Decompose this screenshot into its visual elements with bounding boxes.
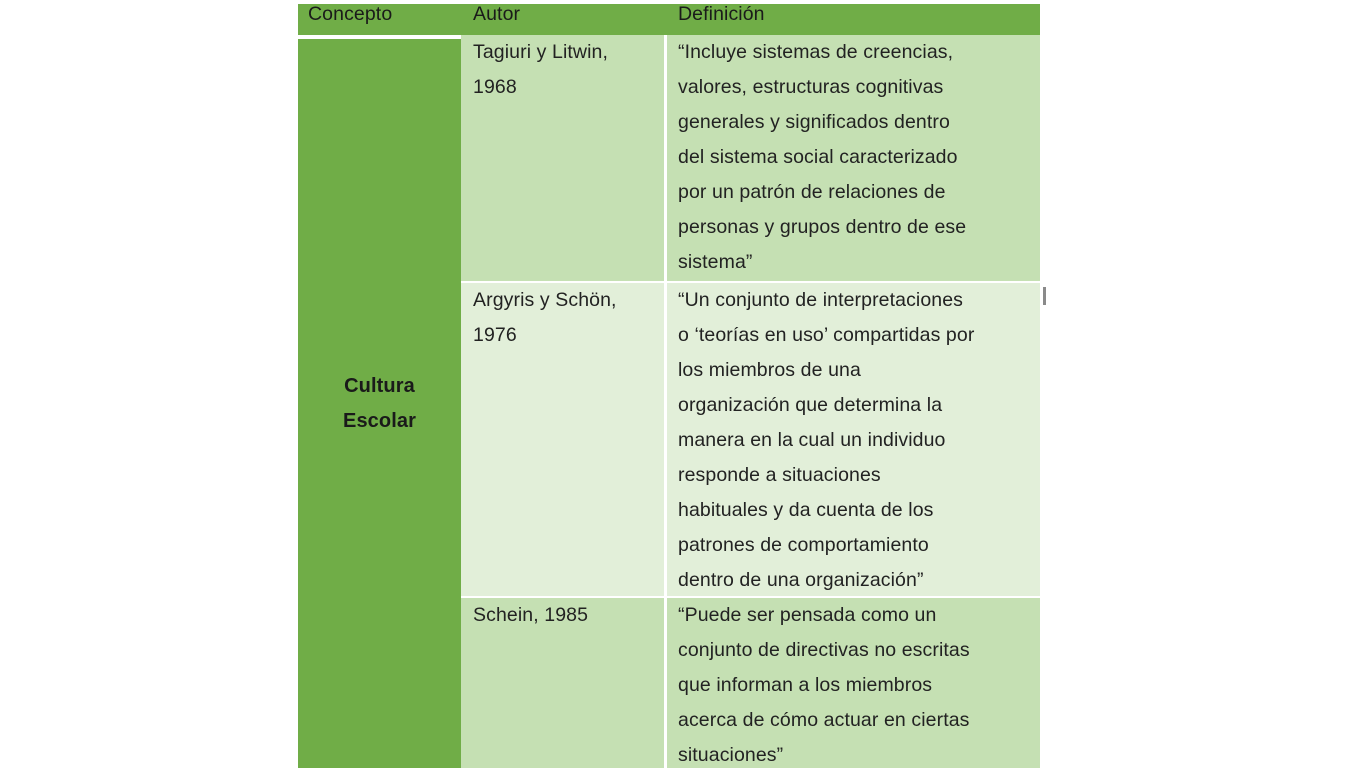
definitions-table bbox=[298, 4, 1040, 768]
definition-line: del sistema social caracterizado bbox=[678, 146, 958, 168]
definition-line: situaciones” bbox=[678, 744, 784, 766]
author-line: 1968 bbox=[473, 76, 517, 98]
definition-line: generales y significados dentro bbox=[678, 111, 950, 133]
definition-line: que informan a los miembros bbox=[678, 674, 933, 696]
definition-line: responde a situaciones bbox=[678, 464, 881, 486]
definition-line: conjunto de directivas no escritas bbox=[678, 639, 970, 661]
definition-line: organización que determina la bbox=[678, 394, 943, 416]
author-line: 1976 bbox=[473, 324, 517, 346]
concept-line-1: Cultura bbox=[344, 374, 415, 397]
definition-line: patrones de comportamiento bbox=[678, 534, 929, 556]
definition-cell bbox=[667, 281, 1040, 596]
concept-line-2: Escolar bbox=[343, 409, 416, 432]
concept-cell bbox=[298, 39, 461, 768]
definition-cell bbox=[667, 596, 1040, 768]
header-concept: Concepto bbox=[308, 3, 393, 25]
definition-line: “Incluye sistemas de creencias, bbox=[678, 41, 954, 63]
author-line: Tagiuri y Litwin, bbox=[473, 41, 609, 63]
definition-line: “Puede ser pensada como un bbox=[678, 604, 937, 626]
definition-line: sistema” bbox=[678, 251, 753, 273]
definition-line: acerca de cómo actuar en ciertas bbox=[678, 709, 970, 731]
concept-label bbox=[343, 369, 416, 439]
definition-line: valores, estructuras cognitivas bbox=[678, 76, 944, 98]
text-cursor bbox=[1043, 287, 1046, 305]
author-cell bbox=[461, 281, 664, 596]
definition-line: dentro de una organización” bbox=[678, 569, 924, 591]
table-row bbox=[461, 281, 1040, 596]
definition-line: o ‘teorías en uso’ compartidas por bbox=[678, 324, 975, 346]
author-cell bbox=[461, 596, 664, 768]
definition-line: por un patrón de relaciones de bbox=[678, 181, 946, 203]
author-line: Argyris y Schön, bbox=[473, 289, 617, 311]
author-line: Schein, 1985 bbox=[473, 604, 589, 626]
table-header bbox=[298, 4, 1040, 35]
table-row bbox=[461, 35, 1040, 281]
definition-cell bbox=[667, 35, 1040, 281]
header-definition: Definición bbox=[678, 3, 765, 25]
definition-line: “Un conjunto de interpretaciones bbox=[678, 289, 964, 311]
definition-line: los miembros de una bbox=[678, 359, 861, 381]
definition-line: habituales y da cuenta de los bbox=[678, 499, 934, 521]
definition-line: manera en la cual un individuo bbox=[678, 429, 946, 451]
definition-line: personas y grupos dentro de ese bbox=[678, 216, 967, 238]
table-row bbox=[461, 596, 1040, 768]
author-cell bbox=[461, 35, 664, 281]
header-author: Autor bbox=[473, 3, 521, 25]
